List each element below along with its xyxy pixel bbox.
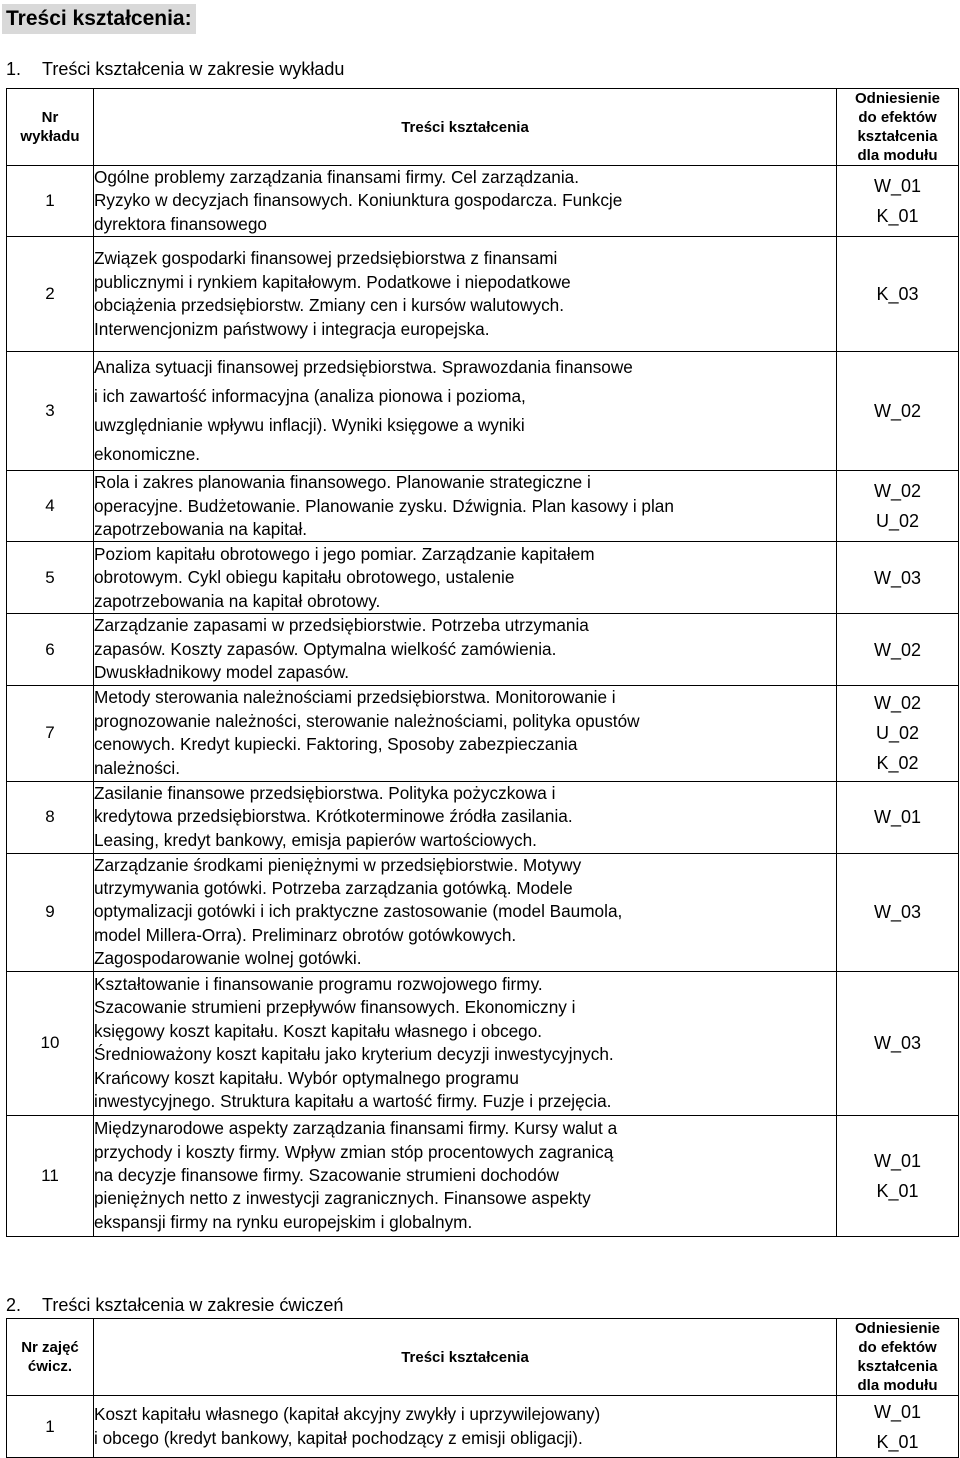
effect-code: W_01 xyxy=(873,807,922,828)
lecture-table xyxy=(6,88,959,1237)
exercise-section-title-text: Treści kształcenia w zakresie ćwiczeń xyxy=(42,1295,344,1315)
content-line: i ich zawartość informacyjna (analiza pionowa i pozioma, xyxy=(94,386,526,407)
content-line: obciążenia przedsiębiorstw. Zmiany cen i kursów walutowych. xyxy=(94,295,564,316)
lecture-section-title xyxy=(6,58,344,80)
table-row xyxy=(7,685,959,781)
table-row xyxy=(7,971,959,1115)
content-line: Zasilanie finansowe przedsiębiorstwa. Polityka pożyczkowa i xyxy=(94,783,556,804)
effect-code: W_01 xyxy=(873,176,922,197)
row-number: 2 xyxy=(7,237,94,352)
content-line: zapotrzebowania na kapitał. xyxy=(94,519,308,540)
content-line: Interwencjonizm państwowy i integracja europejska. xyxy=(94,318,490,339)
content-line: pieniężnych netto z inwestycji zagranicznych. Finansowe aspekty xyxy=(94,1188,591,1209)
row-content xyxy=(94,542,837,614)
table-row xyxy=(7,471,959,542)
row-refs xyxy=(837,781,959,853)
content-column-header: Treści kształcenia xyxy=(94,1319,837,1396)
content-line: ekonomiczne. xyxy=(94,444,201,465)
effect-code: U_02 xyxy=(875,511,920,532)
effect-code: K_02 xyxy=(876,753,919,774)
effect-code: K_01 xyxy=(876,206,919,227)
content-line: należności. xyxy=(94,757,180,778)
content-line: Metody sterowania należnościami przedsiębiorstwa. Monitorowanie i xyxy=(94,687,616,708)
table-row xyxy=(7,352,959,471)
ref-header-line: dla modułu xyxy=(857,147,938,164)
row-number: 5 xyxy=(7,542,94,614)
content-line: Zarządzanie zapasami w przedsiębiorstwie. Potrzeba utrzymania xyxy=(94,615,589,636)
row-number: 1 xyxy=(7,1396,94,1458)
effect-code: W_03 xyxy=(873,902,922,923)
content-line: Analiza sytuacji finansowej przedsiębiorstwa. Sprawozdania finansowe xyxy=(94,357,633,378)
ref-header-line: kształcenia xyxy=(857,128,938,145)
ref-header-line: do efektów xyxy=(858,1339,937,1356)
effect-code: U_02 xyxy=(875,723,920,744)
effect-code: W_03 xyxy=(873,1033,922,1054)
effect-code: W_02 xyxy=(873,481,922,502)
ref-header-line: dla modułu xyxy=(857,1377,938,1394)
row-refs xyxy=(837,237,959,352)
lecture-section-number: 1. xyxy=(6,59,22,79)
content-line: obrotowym. Cykl obiegu kapitału obrotowego, ustalenie xyxy=(94,567,515,588)
content-line: Rola i zakres planowania finansowego. Planowanie strategiczne i xyxy=(94,472,591,493)
row-content xyxy=(94,352,837,471)
row-refs xyxy=(837,853,959,971)
row-refs xyxy=(837,352,959,471)
lecture-table-header xyxy=(7,89,959,166)
content-line: ekspansji firmy na rynku europejskim i globalnym. xyxy=(94,1211,473,1232)
content-line: utrzymywania gotówki. Potrzeba zarządzania gotówką. Modele xyxy=(94,878,573,899)
row-number: 6 xyxy=(7,614,94,685)
ref-header-line: do efektów xyxy=(858,109,937,126)
content-line: Ryzyko w decyzjach finansowych. Koniunktura gospodarcza. Funkcje xyxy=(94,190,623,211)
content-line: publicznymi i rynkiem kapitałowym. Podatkowe i niepodatkowe xyxy=(94,271,571,292)
exercise-table-header xyxy=(7,1319,959,1396)
row-number: 9 xyxy=(7,853,94,971)
ref-header-line: kształcenia xyxy=(857,1358,938,1375)
content-line: księgowy koszt kapitału. Koszt kapitału własnego i obcego. xyxy=(94,1020,543,1041)
content-line: kredytowa przedsiębiorstwa. Krótkoterminowe źródła zasilania. xyxy=(94,806,573,827)
row-content xyxy=(94,971,837,1115)
row-number: 4 xyxy=(7,471,94,542)
ref-header-line: Odniesienie xyxy=(854,90,941,107)
row-refs xyxy=(837,166,959,237)
table-row xyxy=(7,166,959,237)
ref-header-line: Odniesienie xyxy=(854,1320,941,1337)
row-content xyxy=(94,685,837,781)
nr-header-line: Nr zajęć xyxy=(21,1339,79,1356)
content-line: prognozowanie należności, sterowanie należnościami, polityka opustów xyxy=(94,710,640,731)
content-line: dyrektora finansowego xyxy=(94,213,267,234)
page-title: Treści kształcenia: xyxy=(2,4,196,34)
content-line: przychody i koszty firmy. Wpływ zmian stóp procentowych zagranicą xyxy=(94,1141,614,1162)
content-line: Szacowanie strumieni przepływów finansowych. Ekonomiczny i xyxy=(94,997,576,1018)
table-row xyxy=(7,237,959,352)
effect-code: W_01 xyxy=(873,1401,922,1422)
row-content xyxy=(94,1115,837,1236)
table-row xyxy=(7,542,959,614)
exercise-section-number: 2. xyxy=(6,1295,22,1315)
exercise-section-title xyxy=(6,1294,343,1316)
content-line: Związek gospodarki finansowej przedsiębiorstwa z finansami xyxy=(94,248,558,269)
content-line: Zarządzanie środkami pieniężnymi w przedsiębiorstwie. Motywy xyxy=(94,854,582,875)
ref-column-header xyxy=(837,89,959,166)
effect-code: W_02 xyxy=(873,639,922,660)
content-line: Krańcowy koszt kapitału. Wybór optymalnego programu xyxy=(94,1067,519,1088)
content-line: operacyjne. Budżetowanie. Planowanie zysku. Dźwignia. Plan kasowy i plan xyxy=(94,495,674,516)
content-line: Ogólne problemy zarządzania finansami firmy. Cel zarządzania. xyxy=(94,167,579,187)
lecture-section-title-text: Treści kształcenia w zakresie wykładu xyxy=(42,59,345,79)
row-number: 11 xyxy=(7,1115,94,1236)
content-line: i obcego (kredyt bankowy, kapitał pochodzący z emisji obligacji). xyxy=(94,1427,583,1448)
content-line: zapotrzebowania na kapitał obrotowy. xyxy=(94,590,381,611)
content-line: model Millera-Orra). Preliminarz obrotów gotówkowych. xyxy=(94,924,517,945)
effect-code: K_01 xyxy=(876,1431,919,1452)
content-line: Dwuskładnikowy model zapasów. xyxy=(94,662,350,683)
row-refs xyxy=(837,542,959,614)
table-row xyxy=(7,1396,959,1458)
row-number: 3 xyxy=(7,352,94,471)
content-line: Zagospodarowanie wolnej gotówki. xyxy=(94,948,362,969)
row-content xyxy=(94,166,837,237)
row-number: 10 xyxy=(7,971,94,1115)
content-line: uwzględnianie wpływu inflacji). Wyniki księgowe a wyniki xyxy=(94,415,525,436)
table-row xyxy=(7,781,959,853)
effect-code: W_02 xyxy=(873,401,922,422)
row-refs xyxy=(837,614,959,685)
effect-code: W_02 xyxy=(873,693,922,714)
nr-column-header xyxy=(7,89,94,166)
table-row xyxy=(7,853,959,971)
effect-code: W_01 xyxy=(873,1150,922,1171)
nr-header-line: wykładu xyxy=(20,128,80,145)
row-content xyxy=(94,853,837,971)
effect-code: W_03 xyxy=(873,567,922,588)
row-number: 8 xyxy=(7,781,94,853)
effect-code: K_03 xyxy=(876,284,919,305)
content-line: Poziom kapitału obrotowego i jego pomiar. Zarządzanie kapitałem xyxy=(94,543,595,564)
row-number: 7 xyxy=(7,685,94,781)
nr-column-header xyxy=(7,1319,94,1396)
content-line: cenowych. Kredyt kupiecki. Faktoring, Sposoby zabezpieczania xyxy=(94,734,578,755)
content-line: Kształtowanie i finansowanie programu rozwojowego firmy. xyxy=(94,973,543,994)
row-content xyxy=(94,1396,837,1458)
ref-column-header xyxy=(837,1319,959,1396)
content-line: Średnioważony koszt kapitału jako kryterium decyzji inwestycyjnych. xyxy=(94,1044,614,1065)
content-line: inwestycyjnego. Struktura kapitału a wartość firmy. Fuzje i przejęcia. xyxy=(94,1091,612,1111)
effect-code: K_01 xyxy=(876,1180,919,1201)
content-column-header: Treści kształcenia xyxy=(94,89,837,166)
row-number: 1 xyxy=(7,166,94,237)
content-line: na decyzje finansowe firmy. Szacowanie strumieni dochodów xyxy=(94,1164,559,1185)
content-line: zapasów. Koszty zapasów. Optymalna wielkość zamówienia. xyxy=(94,638,557,659)
row-refs xyxy=(837,685,959,781)
row-refs xyxy=(837,1115,959,1236)
content-line: optymalizacji gotówki i ich praktyczne zastosowanie (model Baumola, xyxy=(94,901,623,922)
row-content xyxy=(94,781,837,853)
row-content xyxy=(94,471,837,542)
nr-header-line: Nr xyxy=(41,109,59,126)
table-row xyxy=(7,614,959,685)
content-line: Leasing, kredyt bankowy, emisja papierów wartościowych. xyxy=(94,829,537,850)
row-content xyxy=(94,237,837,352)
content-line: Międzynarodowe aspekty zarządzania finansami firmy. Kursy walut a xyxy=(94,1118,618,1139)
nr-header-line: ćwicz. xyxy=(27,1358,73,1375)
row-content xyxy=(94,614,837,685)
row-refs xyxy=(837,971,959,1115)
content-line: Koszt kapitału własnego (kapitał akcyjny zwykły i uprzywilejowany) xyxy=(94,1404,601,1425)
row-refs xyxy=(837,1396,959,1458)
table-row xyxy=(7,1115,959,1236)
row-refs xyxy=(837,471,959,542)
exercise-table xyxy=(6,1318,959,1458)
